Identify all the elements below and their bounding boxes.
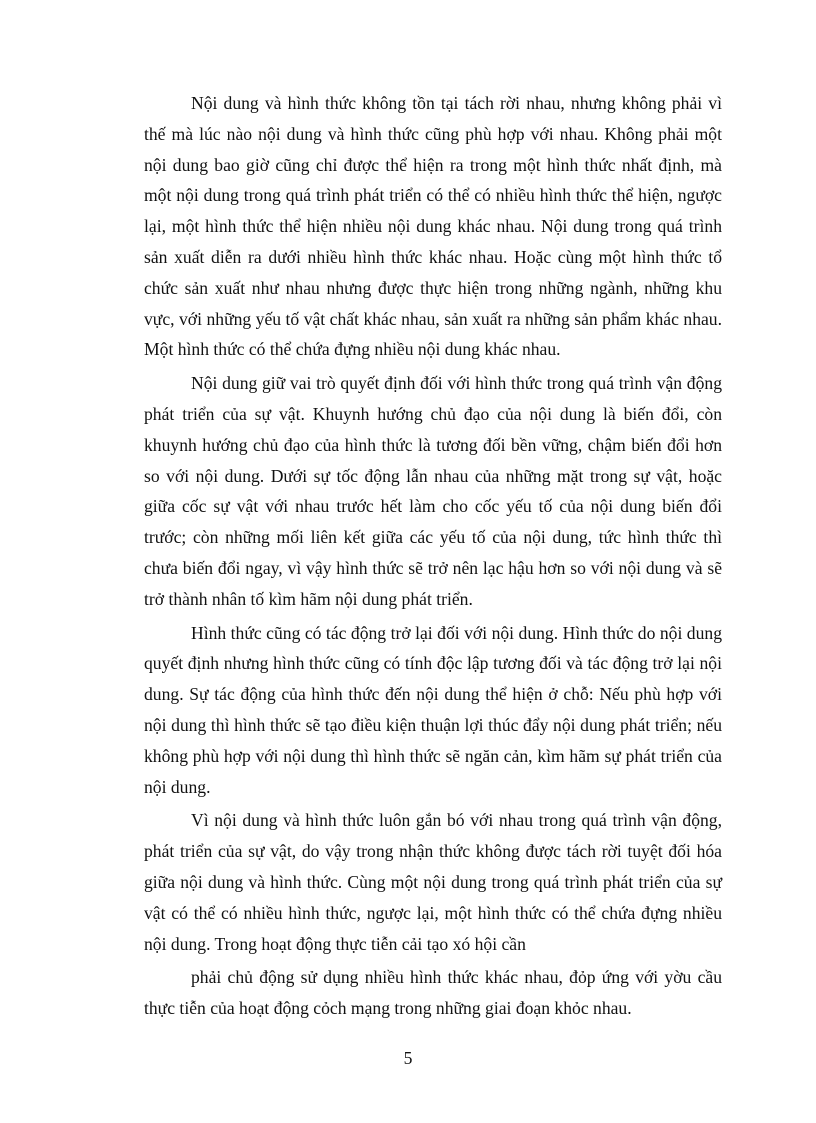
paragraph-1: Nội dung và hình thức không tồn tại tách rời nhau, nhưng không phải vì thế mà lúc nào nội dung và hình thức cũng phù hợp với nhau. Không phải một nội dung bao giờ cũng chỉ được thể hiện ra trong một hình thức nhất định, mà một nội dung trong quá trình phát triển có thể có nhiều hình thức thể hiện, ngược lại, một hình thức thể hiện nhiều nội dung khác nhau. Nội dung trong quá trình sản xuất diễn ra dưới nhiều hình thức khác nhau. Hoặc cùng một hình thức tổ chức sản xuất như nhau nhưng được thực hiện trong những ngành, những khu vực, với những yếu tố vật chất khác nhau, sản xuất ra những sản phẩm khác nhau. Một hình thức có thể chứa đựng nhiều nội dung khác nhau. (144, 93, 722, 360)
paragraph-3: Hình thức cũng có tác động trở lại đối với nội dung. Hình thức do nội dung quyết định nhưng hình thức cũng có tính độc lập tương đối và tác động trở lại nội dung. Sự tác động của hình thức đến nội dung thể hiện ở chỗ: Nếu phù hợp với nội dung thì hình thức sẽ tạo điều kiện thuận lợi thúc đẩy nội dung phát triển; nếu không phù hợp với nội dung thì hình thức sẽ ngăn cản, kìm hãm sự phát triển của nội dung. (144, 622, 722, 797)
paragraph-5: phải chủ động sử dụng nhiều hình thức khác nhau, đỏp ứng với yờu cầu thực tiễn của hoạt động cỏch mạng trong những giai đoạn khỏc nhau. (144, 967, 722, 1019)
page-number: 5 (403, 1048, 413, 1068)
paragraph-4: Vì nội dung và hình thức luôn gắn bó với nhau trong quá trình vận động, phát triển của sự vật, do vậy trong nhận thức không được tách rời tuyệt đối hóa giữa nội dung và hình thức. Cùng một nội dung trong quá trình phát triển của sự vật có thể có nhiều hình thức, ngược lại, một hình thức có thể chứa đựng nhiều nội dung. Trong hoạt động thực tiễn cải tạo xó hội cần (144, 810, 722, 954)
body-text (144, 88, 722, 1027)
paragraph-2: Nội dung giữ vai trò quyết định đối với hình thức trong quá trình vận động phát triển của sự vật. Khuynh hướng chủ đạo của nội dung là biến đổi, còn khuynh hướng chủ đạo của hình thức là tương đối bền vững, chậm biến đổi hơn so với nội dung. Dưới sự tốc động lẫn nhau của những mặt trong sự vật, hoặc giữa cốc sự vật với nhau trước hết làm cho cốc yếu tố của nội dung biến đổi trước; còn những mối liên kết giữa các yếu tố của nội dung, tức hình thức thì chưa biến đổi ngay, vì vậy hình thức sẽ trở nên lạc hậu hơn so với nội dung và sẽ trở thành nhân tố kìm hãm nội dung phát triển. (144, 373, 722, 609)
